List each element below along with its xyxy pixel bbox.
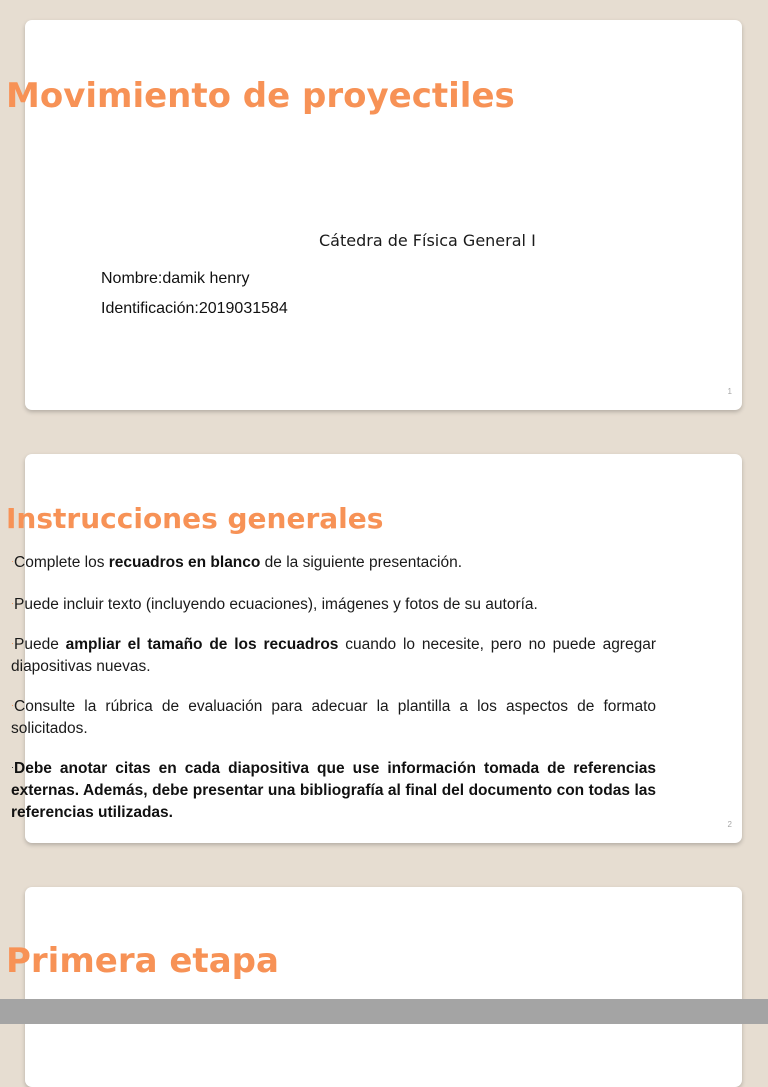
viewer-scrollbar[interactable] xyxy=(0,999,768,1024)
bullet-icon: · xyxy=(11,638,14,648)
slide-1 xyxy=(6,20,742,410)
slide-number: 1 xyxy=(727,387,732,396)
list-item: ·Debe anotar citas en cada diapositiva que use información tomada de referencias externas. Además, debe presentar una bibliografía al final del documento con todas las referencias utilizadas. xyxy=(11,760,656,821)
slide-title: Movimiento de proyectiles xyxy=(6,76,515,116)
list-item: ·Puede ampliar el tamaño de los recuadros cuando lo necesite, pero no puede agregar diapositivas nuevas. xyxy=(11,636,656,675)
bullet-icon: · xyxy=(11,556,14,566)
list-item: ·Complete los recuadros en blanco de la siguiente presentación. xyxy=(11,554,463,571)
slide-title: Instrucciones generales xyxy=(6,502,384,535)
slide-subtitle: Cátedra de Física General I xyxy=(319,231,536,250)
slide-3 xyxy=(6,887,742,1087)
student-name: Nombre:damik henry xyxy=(101,270,250,287)
bullet-icon: · xyxy=(11,762,14,772)
list-item: ·Consulte la rúbrica de evaluación para adecuar la plantilla a los aspectos de formato solicitados. xyxy=(11,698,656,737)
bullet-icon: · xyxy=(11,598,14,608)
slide-title: Primera etapa xyxy=(6,941,279,981)
list-item: ·Puede incluir texto (incluyendo ecuaciones), imágenes y fotos de su autoría. xyxy=(11,596,538,613)
student-id: Identificación:2019031584 xyxy=(101,300,288,317)
slide-number: 2 xyxy=(727,820,732,829)
bullet-icon: · xyxy=(11,700,14,710)
instructions-list xyxy=(11,552,656,842)
slide-2 xyxy=(6,454,742,843)
